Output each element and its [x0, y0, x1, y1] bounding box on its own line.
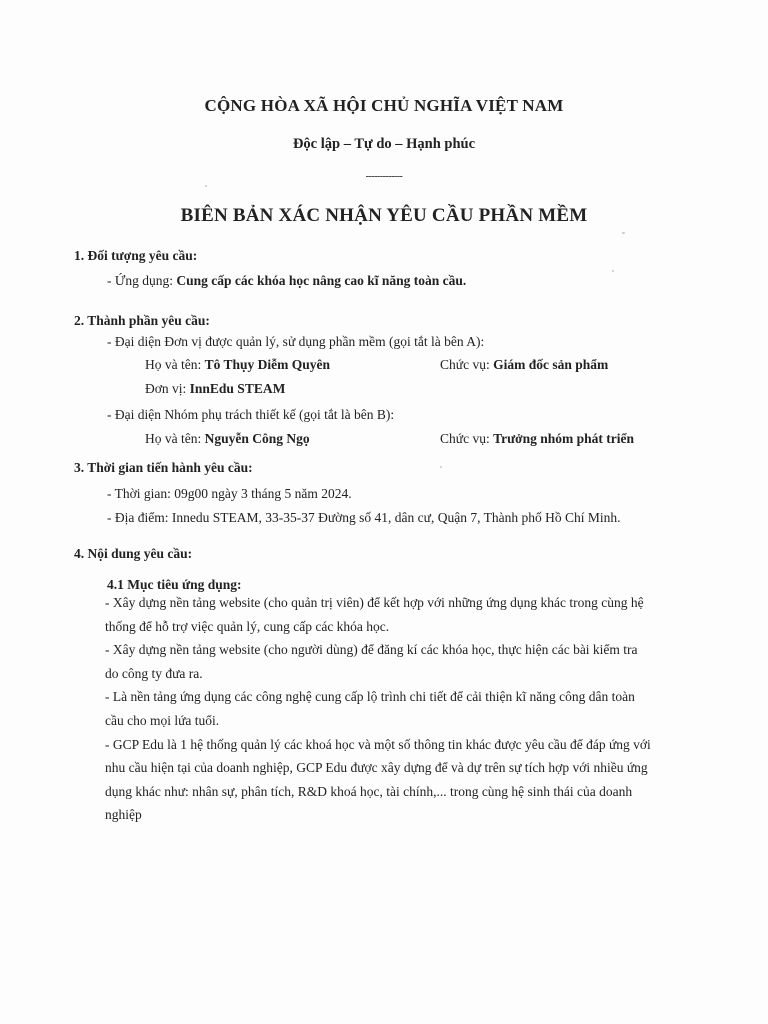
section-4-1-heading: 4.1 Mục tiêu ứng dụng: — [107, 577, 242, 592]
party-b-role-label: Chức vụ: — [440, 431, 494, 446]
objectives-text — [105, 591, 653, 827]
header-divider: ------------- — [365, 171, 403, 182]
scan-speck — [622, 232, 625, 234]
objective-paragraph: - GCP Edu là 1 hệ thống quản lý các khoá học và một số thông tin khác được yêu cầu để đáp ứng với nhu cầu hiện tại của doanh nghiệp, GCP Edu được xây dựng để và dự trên sự tích hợp với nhiều ứng dụng khác như: nhân sự, phân tích, R&D khoá học, tài chính,... trong cùng hệ sinh thái của doanh nghiệp — [105, 736, 651, 823]
section-1-heading: 1. Đối tượng yêu cầu: — [74, 248, 198, 263]
party-a-role-label: Chức vụ: — [440, 357, 494, 372]
party-a-unit-line — [145, 381, 285, 397]
nation-heading: CỘNG HÒA XÃ HỘI CHỦ NGHĨA VIỆT NAM — [204, 96, 564, 115]
party-a-intro: - Đại diện Đơn vị được quản lý, sử dụng phần mềm (gọi tắt là bên A): — [107, 334, 485, 349]
party-b-name: Nguyễn Công Ngọ — [204, 431, 310, 446]
application-value: Cung cấp các khóa học nâng cao kĩ năng toàn cầu. — [176, 273, 467, 288]
application-label: - Ứng dụng: — [107, 273, 177, 288]
party-a-name-line — [145, 357, 330, 373]
party-a-unit-label: Đơn vị: — [145, 381, 190, 396]
scan-speck — [205, 185, 207, 187]
motto: Độc lập – Tự do – Hạnh phúc — [292, 136, 476, 152]
party-a-name-label: Họ và tên: — [145, 357, 205, 372]
section-3-heading: 3. Thời gian tiến hành yêu cầu: — [74, 460, 253, 475]
scan-speck — [440, 466, 442, 468]
objective-paragraph: - Xây dựng nền tảng website (cho quản trị viên) để kết hợp với những ứng dụng khác trong cùng hệ thống để hỗ trợ việc quản lý, cung cấp các khóa học. — [105, 595, 644, 634]
party-b-intro: - Đại diện Nhóm phụ trách thiết kế (gọi tắt là bên B): — [107, 407, 395, 422]
scan-speck — [612, 270, 614, 272]
document-title: BIÊN BẢN XÁC NHẬN YÊU CẦU PHẦN MỀM — [180, 205, 588, 226]
party-b-role-line — [440, 431, 634, 447]
section-4-heading: 4. Nội dung yêu cầu: — [74, 546, 193, 561]
party-a-name: Tô Thụy Diễm Quyên — [204, 357, 331, 372]
application-line — [107, 273, 466, 289]
party-a-unit: InnEdu STEAM — [189, 381, 286, 396]
party-b-name-line — [145, 431, 310, 447]
party-a-role: Giám đốc sản phẩm — [493, 357, 609, 372]
section-2-heading: 2. Thành phần yêu cầu: — [74, 313, 210, 328]
party-b-name-label: Họ và tên: — [145, 431, 205, 446]
objective-paragraph: - Xây dựng nền tảng website (cho người dùng) để đăng kí các khóa học, thực hiện các bài kiểm tra do công ty đưa ra. — [105, 642, 638, 681]
meeting-place: - Địa điểm: Innedu STEAM, 33-35-37 Đường số 41, dân cư, Quận 7, Thành phố Hồ Chí Minh. — [107, 510, 621, 525]
party-a-role-line — [440, 357, 608, 373]
party-b-role: Trưởng nhóm phát triển — [493, 431, 635, 446]
objective-paragraph: - Là nền tảng ứng dụng các công nghệ cung cấp lộ trình chi tiết để cải thiện kĩ năng công dân toàn cầu cho mọi lứa tuổi. — [105, 689, 635, 728]
meeting-time: - Thời gian: 09g00 ngày 3 tháng 5 năm 2024. — [107, 486, 352, 501]
